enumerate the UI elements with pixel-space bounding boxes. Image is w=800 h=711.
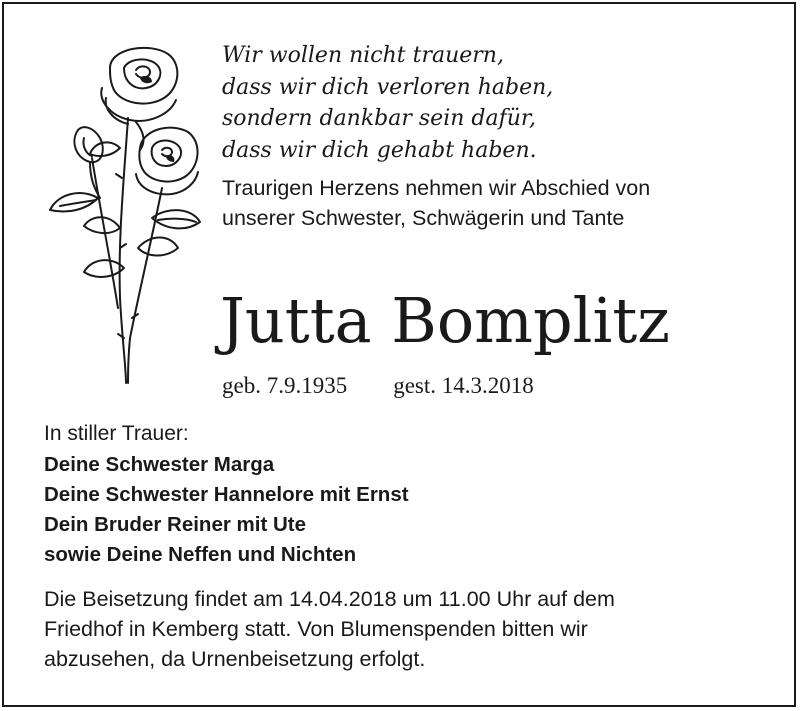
funeral-line: Die Beisetzung findet am 14.04.2018 um 11.00 Uhr auf dem <box>44 587 615 611</box>
deceased-name: Jutta Bomplitz <box>220 284 670 357</box>
mourner-entry: Dein Bruder Reiner mit Ute <box>44 513 306 536</box>
poem-line: Wir wollen nicht trauern, <box>222 43 504 68</box>
funeral-line: Friedhof in Kemberg statt. Von Blumenspenden bitten wir <box>44 617 588 641</box>
intro-line: Traurigen Herzens nehmen wir Abschied von <box>222 176 651 200</box>
mourners-list <box>44 450 409 570</box>
mourner-entry: sowie Deine Neffen und Nichten <box>44 543 357 566</box>
funeral-line: abzusehen, da Urnenbeisetzung erfolgt. <box>44 647 426 671</box>
birth-date: geb. 7.9.1935 <box>222 373 348 398</box>
intro-line: unserer Schwester, Schwägerin und Tante <box>222 206 625 230</box>
poem-line: dass wir dich verloren haben, <box>222 74 554 100</box>
death-date: gest. 14.3.2018 <box>393 373 534 398</box>
mourner-entry: Deine Schwester Marga <box>44 453 275 476</box>
poem-line: dass wir dich gehabt haben. <box>222 137 537 163</box>
farewell-intro <box>222 173 782 233</box>
mourner-entry: Deine Schwester Hannelore mit Ernst <box>44 483 409 506</box>
rose-illustration-icon <box>40 38 210 388</box>
poem-line: sondern dankbar sein dafür, <box>222 106 537 131</box>
mourners-heading: In stiller Trauer: <box>44 422 189 445</box>
life-dates <box>222 371 782 401</box>
funeral-details <box>44 584 784 674</box>
poem <box>222 40 782 166</box>
